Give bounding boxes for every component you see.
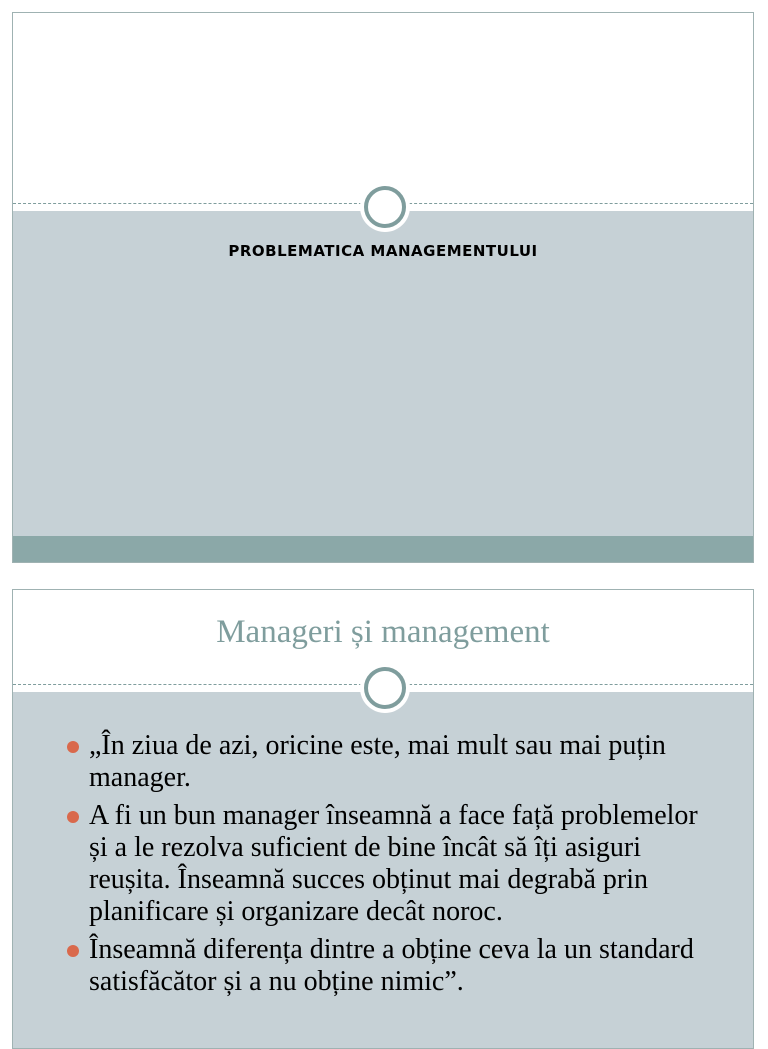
bullet-text: „În ziua de azi, oricine este, mai mult sau mai puțin manager.	[89, 730, 666, 793]
bullet-icon	[67, 811, 79, 823]
bullet-icon	[67, 945, 79, 957]
bullet-list	[65, 730, 713, 1004]
bullet-item	[65, 800, 713, 928]
circle-ornament-icon	[364, 667, 406, 709]
circle-ornament-icon	[364, 186, 406, 228]
slide-title: Manageri și management	[216, 614, 550, 650]
bullet-item	[65, 730, 713, 794]
bullet-item	[65, 934, 713, 998]
bullet-text: Înseamnă diferența dintre a obține ceva la un standard satisfăcător și a nu obține nimic”.	[89, 934, 694, 997]
title-slide	[12, 12, 754, 563]
footer-bar	[13, 536, 753, 563]
bullet-text: A fi un bun manager înseamnă a face față problemelor și a le rezolva suficient de bine încât să îți asiguri reușita. Înseamnă succes obținut mai degrabă prin planificare și organizare decât noroc.	[89, 800, 698, 927]
content-slide	[12, 589, 754, 1049]
bullet-icon	[67, 741, 79, 753]
slide-title: PROBLEMATICA MANAGEMENTULUI	[228, 242, 538, 260]
